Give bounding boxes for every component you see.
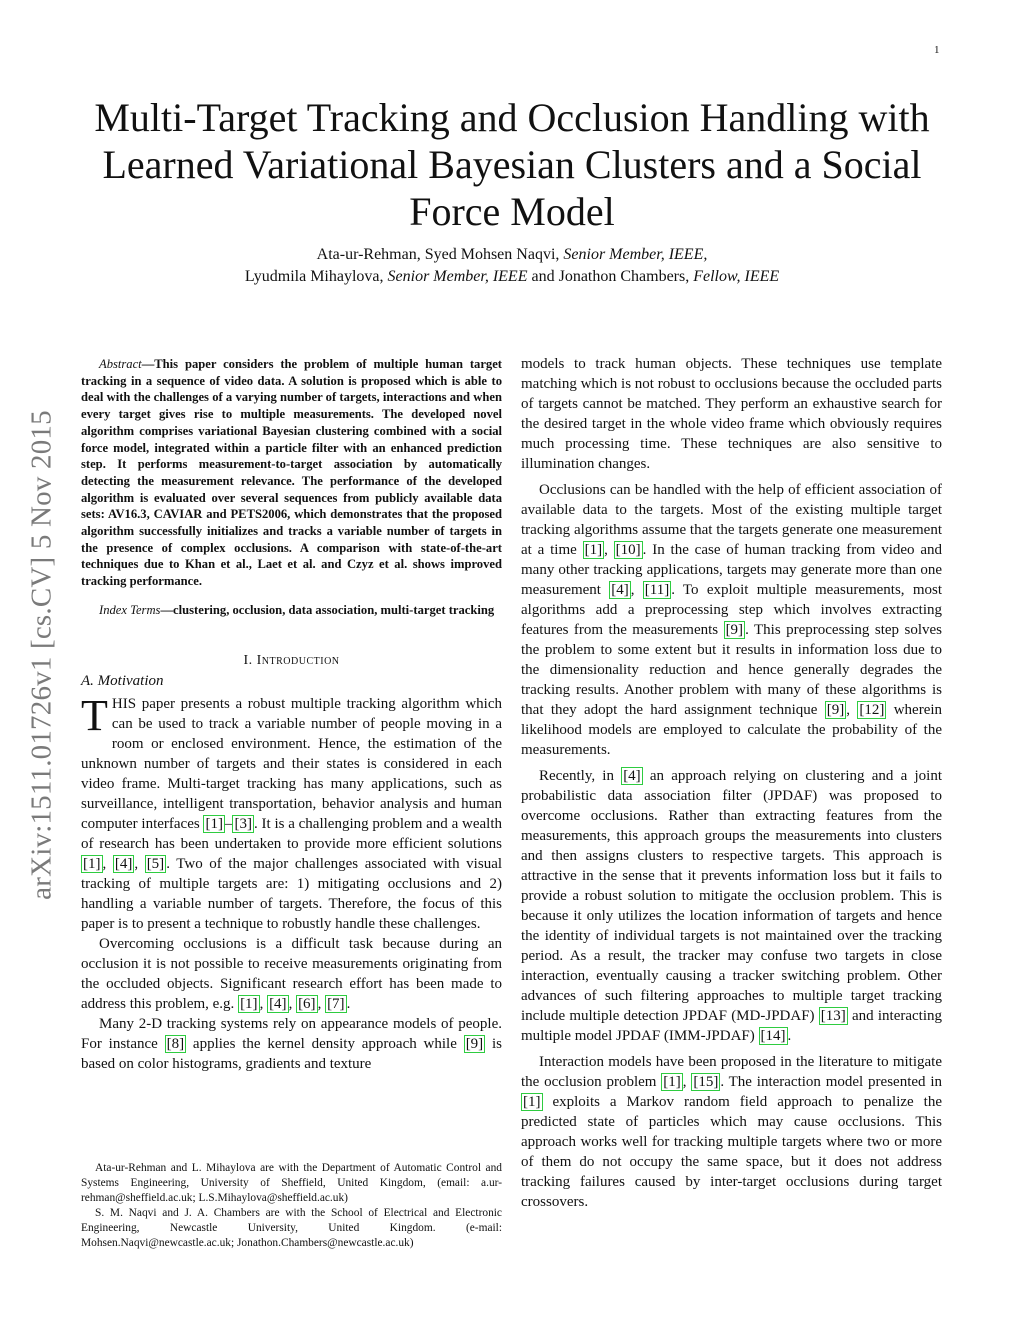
author-line-1: Ata-ur-Rehman, Syed Mohsen Naqvi, Senior Member, IEEE, [316, 246, 708, 263]
author-block [60, 244, 964, 288]
citation-link[interactable]: [1] [523, 1094, 541, 1110]
citation-link[interactable]: [9] [465, 1035, 484, 1052]
citation-link[interactable]: [1] [83, 855, 101, 872]
paragraph: Overcoming occlusions is a difficult task because during an occlusion it is not possible to receive measurements originating from the occluded objects. Significant research effort has been made to address this problem, e.g. [1] , [4] , [6] , [7] . [81, 935, 502, 1012]
citation-link[interactable]: [1] [205, 815, 223, 832]
citation-link[interactable]: [1] [584, 542, 603, 558]
citation-link[interactable]: [12] [859, 702, 885, 718]
citation-link[interactable]: [3] [234, 815, 252, 832]
left-column [81, 356, 502, 1074]
abstract: Abstract—This paper considers the problem of multiple human target tracking in a sequence of video data. A solution is proposed which is able to deal with the challenges of a varying number of targets, interactions and when every target gives rise to multiple measurements. The developed novel algorithm comprises variational Bayesian clustering combined with a social force model, integrated within a particle filter with an enhanced prediction step. It performs measurement-to-target association by automatically detecting the measurement relevance. The performance of the developed algorithm is evaluated over several sequences from publicly available data sets: AV16.3, CAVIAR and PETS2006, which demonstrates that the proposed algorithm successfully initializes and tracks a variable number of targets in the presence of complex occlusions. A comparison with state-of-the-art techniques due to Khan et al., Laet et al. and Czyz et al. shows improved tracking performance. [81, 357, 502, 589]
paper-title: Multi-Target Tracking and Occlusion Handling with Learned Variational Bayesian Clusters and a Social Force Model [94, 95, 930, 234]
footnotes [81, 1161, 502, 1251]
subsection-heading: A. Motivation [81, 672, 164, 689]
footnote: S. M. Naqvi and J. A. Chambers are with the School of Electrical and Electronic Engineering, Newcastle University, United Kingdom. (e-mail: Mohsen.Naqvi@newcastle.ac.uk; Jonathon.Chambers@newcastle.ac.uk) [81, 1207, 502, 1249]
footnote: Ata-ur-Rehman and L. Mihaylova are with the Department of Automatic Control and Systems Engineering, University of Sheffield, United Kingdom, (email: a.ur-rehman@sheffield.ac.uk; L.S.Mihaylova@sheffield.ac.uk) [81, 1162, 502, 1204]
page-number: 1 [934, 44, 940, 56]
paragraph: Recently, in [4] an approach relying on clustering and a joint probabilistic data association filter (JPDAF) was proposed to overcome occlusions. Rather than extracting features from the measurements, this approach groups the measurements into clusters and then assigns clusters to respective targets. This approach is attractive in the sense that it prevents information loss but it fails to provide a robust solution to mitigate the occlusion problem. This is because it only utilizes the location information of targets and hence the identity of individual targets is not maintained over the tracking period. As a result, the tracker may confuse two targets in close interaction, eventually causing a tracker switching problem. Other advances of such filtering approaches to multiple target tracking include multiple detection JPDAF (MD-JPDAF) [13] and interacting multiple model JPDAF (IMM-JPDAF) [14] . [521, 768, 943, 1044]
citation-link[interactable]: [14] [760, 1028, 786, 1044]
citation-link[interactable]: [1] [663, 1074, 681, 1090]
citation-link[interactable]: [13] [820, 1008, 846, 1024]
paragraph: models to track human objects. These techniques use template matching which is not robust to occlusions because the occluded parts of targets cannot be matched. They perform an exhaustive search for the desired target in the whole video frame which obviously requires much processing time. These techniques are also sensitive to illumination changes. [521, 356, 942, 472]
section-heading: I. Introduction [243, 652, 340, 668]
arxiv-sidebar [14, 360, 70, 950]
citation-link[interactable]: [9] [725, 622, 744, 638]
citation-link[interactable]: [9] [826, 702, 845, 718]
citation-link[interactable]: [15] [693, 1074, 719, 1090]
author-line-2: Lyudmila Mihaylova, Senior Member, IEEE and Jonathon Chambers, Fellow, IEEE [244, 268, 780, 285]
arxiv-id[interactable]: arXiv:1511.01726v1 [cs.CV] 5 Nov 2015 [25, 410, 58, 900]
citation-link[interactable]: [5] [146, 855, 165, 872]
citation-link[interactable]: [1] [240, 995, 258, 1012]
drop-cap: T [81, 690, 108, 740]
paragraph: THIS paper presents a robust multiple tracking algorithm which can be used to track a variable number of people moving in a room or enclosed environment. Hence, the estimation of the unknown number of targets and their states is considered in each video frame. Multi-target tracking has many applications, such as surveillance, intelligent transportation, behavior analysis and human computer interfaces [1] – [3] . It is a challenging problem and a wealth of research has been undertaken to provide more efficient solutions [1] , [4] , [5] . Two of the major challenges associated with visual tracking of multiple targets are: 1) mitigating occlusions and 2) handling a variable number of targets. Therefore, the focus of this paper is to present a technique to robustly handle these challenges. [81, 690, 503, 932]
citation-link[interactable]: [7] [327, 995, 345, 1012]
citation-link[interactable]: [4] [114, 855, 133, 872]
citation-link[interactable]: [4] [269, 995, 287, 1012]
right-column [521, 354, 942, 1218]
citation-link[interactable]: [4] [611, 582, 629, 598]
citation-link[interactable]: [10] [615, 542, 641, 558]
paragraph: Occlusions can be handled with the help of efficient association of available data to the targets. Most of the existing multiple target tracking algorithms assume that the targets generate one measurement at a time [1] , [10] . In the case of human tracking from video and many other tracking applications, targets may generate more than one measurement [4] , [11] . To exploit multiple measurements, most algorithms add a preprocessing step which involves extracting features from the measurements [9] . This preprocessing step solves the problem to some extent but it results in information loss due to the dimensionality reduction and hence generally degrades the tracking results. Another problem with many of these algorithms is that they adopt the hard assignment technique [9] , [12] wherein likelihood models are employed to calculate the probability of the measurements. [521, 482, 943, 758]
paragraph: Interaction models have been proposed in the literature to mitigate the occlusion problem [1] , [15] . The interaction model presented in [1] exploits a Markov random field approach to penalize the predicted state of particles which may cause occlusions. This approach works well for tracking multiple targets where two or more of them do not occupy the same space, but it does not address tracking failures caused by inter-target occlusions during target crossovers. [521, 1054, 943, 1210]
citation-link[interactable]: [11] [644, 582, 670, 598]
index-terms: Index Terms—clustering, occlusion, data association, multi-target tracking [99, 602, 495, 617]
paragraph: Many 2-D tracking systems rely on appearance models of people. For instance [8] applies the kernel density approach while [9] is based on color histograms, gradients and texture [81, 1015, 503, 1072]
citation-link[interactable]: [4] [623, 768, 641, 784]
citation-link[interactable]: [8] [166, 1035, 185, 1052]
citation-link[interactable]: [6] [298, 995, 316, 1012]
